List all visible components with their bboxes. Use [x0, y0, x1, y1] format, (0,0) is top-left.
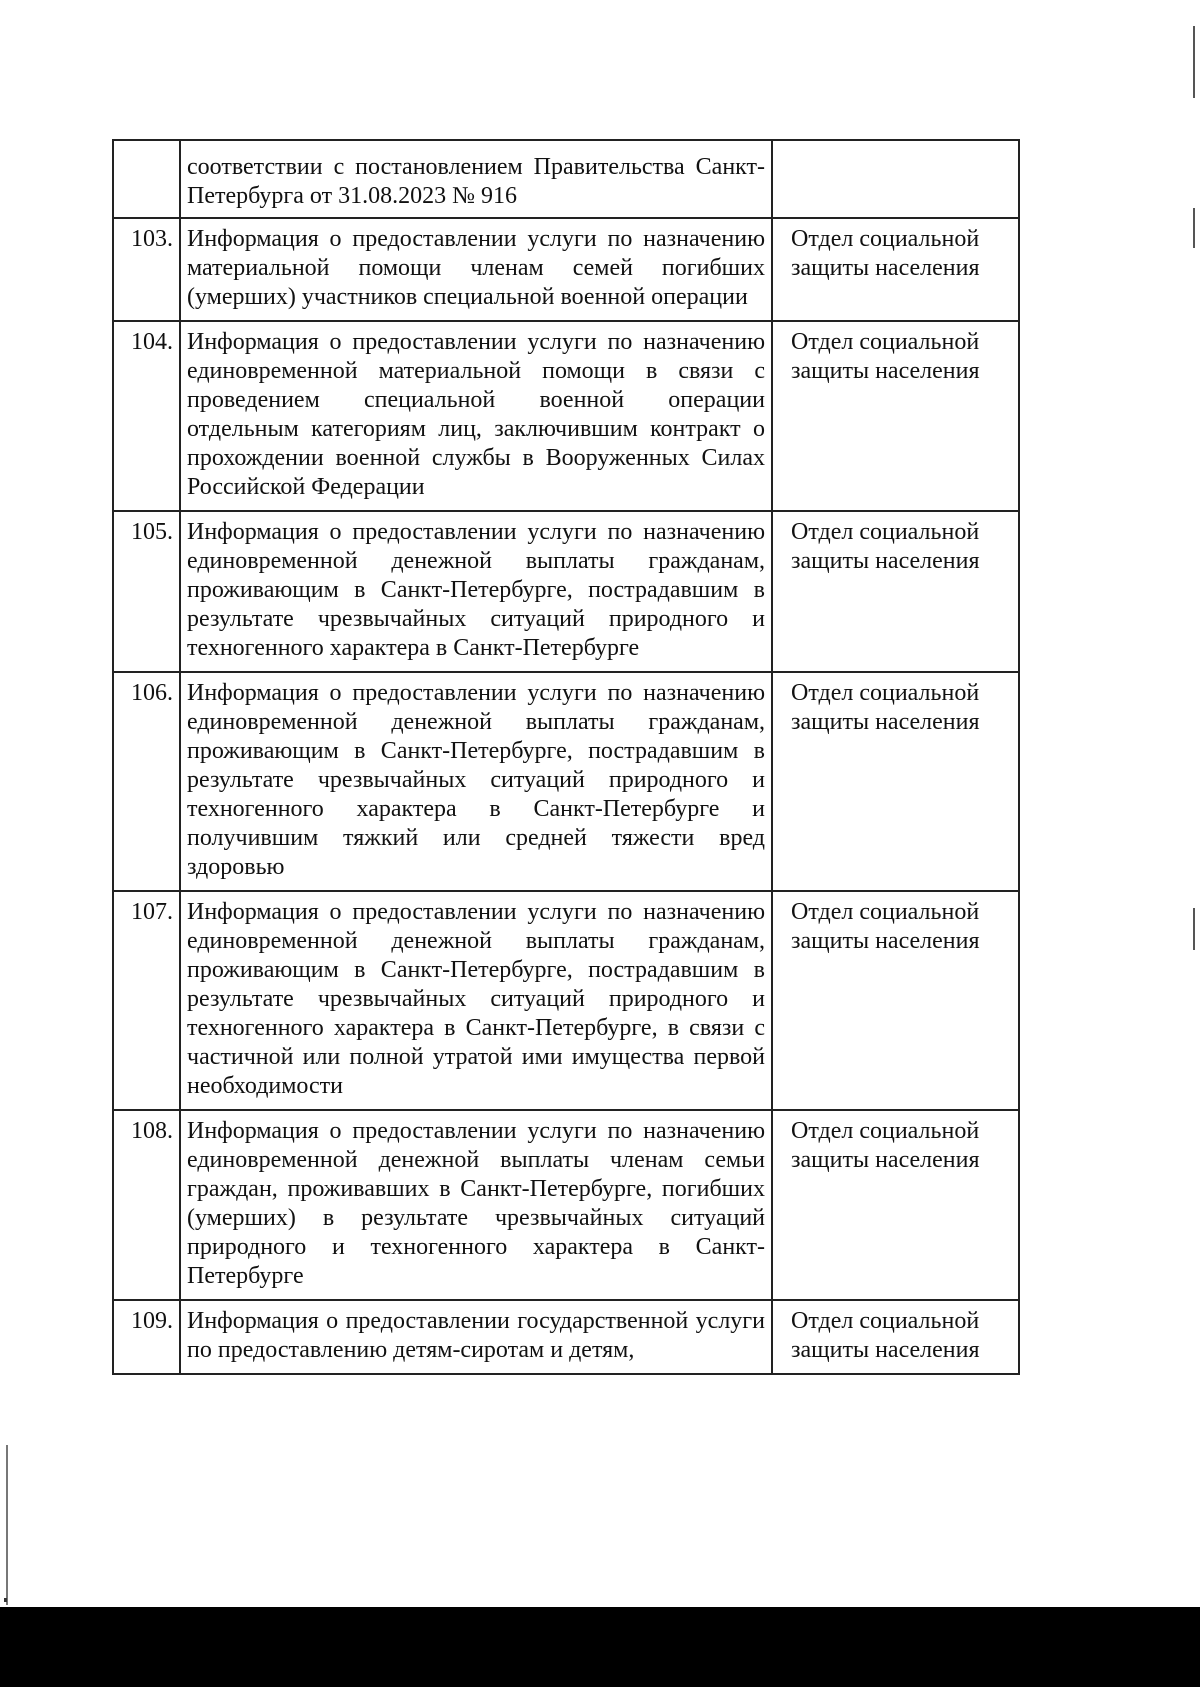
row-number: 107. — [113, 891, 180, 1110]
row-number — [113, 140, 180, 218]
table-row — [113, 321, 1019, 511]
row-description: Информация о предоставлении услуги по назначению единовременной денежной выплаты гражданам, проживающим в Санкт-Петербурге, пострадавшим в результате чрезвычайных ситуаций природного и техногенного характера в Санкт-Петербурге и получившим тяжкий или средней тяжести вред здоровью — [180, 672, 772, 891]
row-department: Отдел социальной защиты населения — [772, 672, 1019, 891]
table-row — [113, 140, 1019, 218]
table-row — [113, 1300, 1019, 1374]
scan-artifact-line — [6, 1445, 8, 1605]
row-description: Информация о предоставлении услуги по назначению единовременной материальной помощи в связи с проведением специальной военной операции отдельным категориям лиц, заключившим контракт о прохождении военной службы в Вооруженных Силах Российской Федерации — [180, 321, 772, 511]
row-description: Информация о предоставлении услуги по назначению материальной помощи членам семей погибших (умерших) участников специальной военной операции — [180, 218, 772, 321]
row-description: Информация о предоставлении государственной услуги по предоставлению детям-сиротам и детям, — [180, 1300, 772, 1374]
row-department: Отдел социальной защиты населения — [772, 321, 1019, 511]
row-department — [772, 140, 1019, 218]
table-row — [113, 218, 1019, 321]
table-row — [113, 891, 1019, 1110]
row-department: Отдел социальной защиты населения — [772, 1110, 1019, 1300]
row-number: 106. — [113, 672, 180, 891]
table-row — [113, 672, 1019, 891]
row-department: Отдел социальной защиты населения — [772, 511, 1019, 672]
row-department: Отдел социальной защиты населения — [772, 1300, 1019, 1374]
row-department: Отдел социальной защиты населения — [772, 218, 1019, 321]
services-table — [112, 139, 1020, 1375]
row-number: 109. — [113, 1300, 180, 1374]
scan-artifact-dot — [4, 1598, 7, 1602]
row-number: 104. — [113, 321, 180, 511]
row-description: соответствии с постановлением Правительства Санкт-Петербурга от 31.08.2023 № 916 — [180, 140, 772, 218]
scan-black-bar — [0, 1607, 1200, 1687]
row-description: Информация о предоставлении услуги по назначению единовременной денежной выплаты членам семьи граждан, проживавших в Санкт-Петербурге, погибших (умерших) в результате чрезвычайных ситуаций природного и техногенного характера в Санкт-Петербурге — [180, 1110, 772, 1300]
row-number: 105. — [113, 511, 180, 672]
scan-artifact-line — [1193, 908, 1195, 950]
row-number: 108. — [113, 1110, 180, 1300]
table-row — [113, 511, 1019, 672]
row-description: Информация о предоставлении услуги по назначению единовременной денежной выплаты гражданам, проживающим в Санкт-Петербурге, пострадавшим в результате чрезвычайных ситуаций природного и техногенного характера в Санкт-Петербурге, в связи с частичной или полной утратой ими имущества первой необходимости — [180, 891, 772, 1110]
table-row — [113, 1110, 1019, 1300]
row-department: Отдел социальной защиты населения — [772, 891, 1019, 1110]
scan-artifact-line — [1193, 26, 1195, 98]
row-number: 103. — [113, 218, 180, 321]
scan-artifact-line — [1193, 208, 1195, 248]
row-description: Информация о предоставлении услуги по назначению единовременной денежной выплаты гражданам, проживающим в Санкт-Петербурге, пострадавшим в результате чрезвычайных ситуаций природного и техногенного характера в Санкт-Петербурге — [180, 511, 772, 672]
